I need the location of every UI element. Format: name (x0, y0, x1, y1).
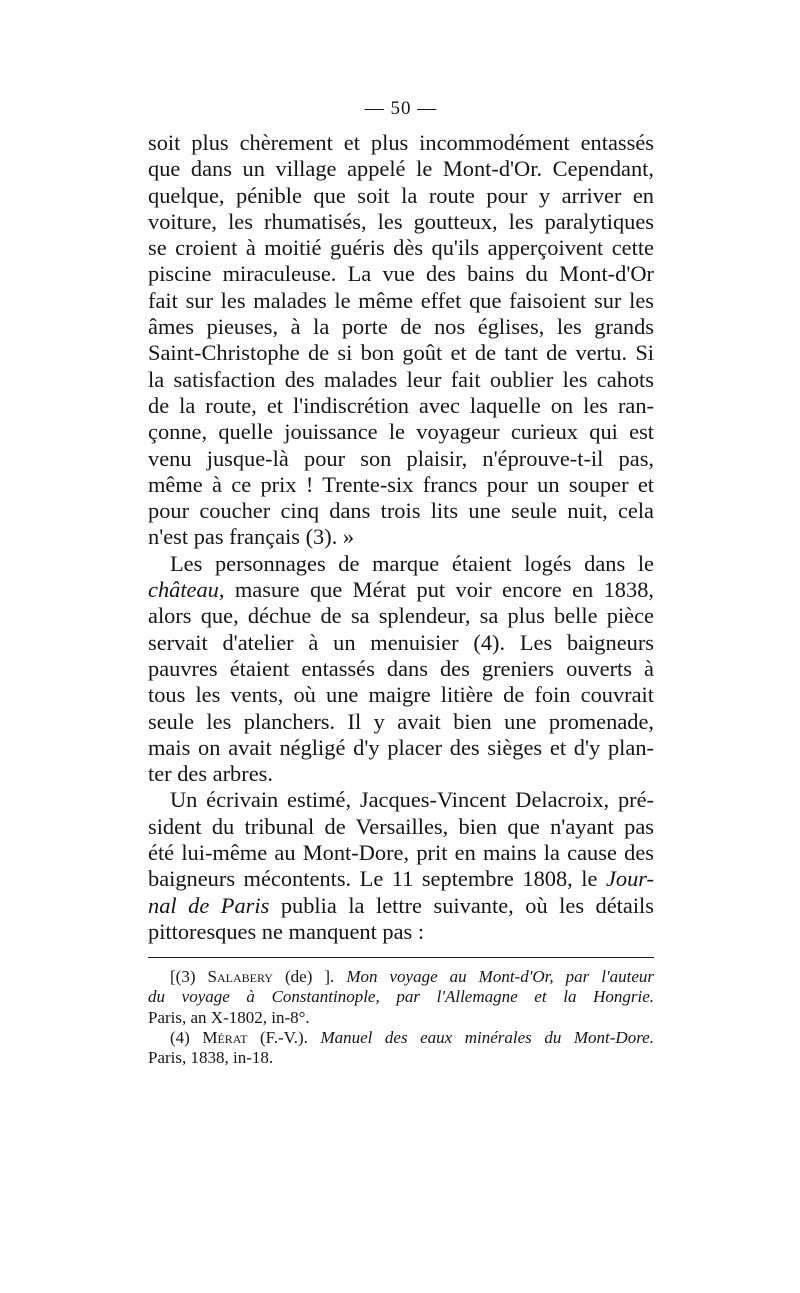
footnotes (148, 967, 654, 1068)
page-number: — 50 — (364, 98, 438, 119)
text-run: baigneurs mécontents. Le 11 septembre 1808, le (148, 866, 606, 892)
footnote-line: Paris, an X-1802, in-8°. (148, 1007, 310, 1027)
text-line: fait sur les malades le même effet que faisoient sur les (148, 287, 654, 313)
text-line: servait d'atelier à un menuisier (4). Les baigneurs (148, 629, 654, 655)
text-line: été lui-même au Mont-Dore, prit en mains la cause des (148, 840, 654, 866)
text-run: (de) ]. (272, 967, 347, 986)
footnote-author: Salabery (207, 967, 273, 986)
text-line: Saint-Christophe de si bon goût et de tant de vertu. Si (148, 340, 654, 366)
footnote-line (148, 1028, 654, 1048)
footnote-marker: (4) (170, 1027, 203, 1047)
footnote-author: Mérat (202, 1027, 248, 1047)
text-run: masure que Mérat put voir encore en 1838, (224, 577, 654, 603)
footnote-line (148, 967, 654, 987)
text-line: quelque, pénible que soit la route pour y arriver en (148, 182, 654, 208)
text-line (148, 893, 654, 919)
text-line: sident du tribunal de Versailles, bien que n'ayant pas (148, 813, 654, 839)
text-line: voiture, les rhumatisés, les goutteux, les paralytiques (148, 208, 654, 234)
footnote-3 (148, 967, 654, 1028)
text-line: la satisfaction des malades leur fait oublier les cahots (148, 366, 654, 392)
italic-journal-title: nal de Paris (148, 892, 270, 918)
footnote-title: Manuel des eaux minérales du Mont-Dore. (320, 1027, 654, 1047)
text-run: publia la lettre suivante, où les détails (269, 892, 654, 918)
text-line: pauvres étaient entassés dans des greniers ouverts à (148, 655, 654, 681)
main-text (148, 130, 654, 945)
text-line: de la route, et l'indiscrétion avec laquelle on les ran- (148, 392, 654, 418)
footnote-divider (148, 957, 654, 958)
text-line: tous les vents, où une maigre litière de foin couvrait (148, 682, 654, 708)
text-line: piscine miraculeuse. La vue des bains du Mont-d'Or (148, 261, 654, 287)
italic-journal-title: Jour- (605, 866, 654, 892)
footnote-line: Paris, 1838, in-18. (148, 1048, 274, 1068)
text-line: mais on avait négligé d'y placer des sièges et d'y plan- (148, 734, 654, 760)
text-line (148, 866, 654, 892)
text-line: se croient à moitié guéris dès qu'ils apperçoivent cette (148, 235, 654, 261)
text-line: pour coucher cinq dans trois lits une seule nuit, cela (148, 498, 654, 524)
paragraph-2 (148, 551, 654, 788)
text-line: alors que, déchue de sa splendeur, sa plus belle pièce (148, 603, 654, 629)
text-line: venu jusque-là pour son plaisir, n'éprouve-t-il pas, (148, 445, 654, 471)
footnote-4 (148, 1028, 654, 1069)
text-line: çonne, quelle jouissance le voyageur curieux qui est (148, 419, 654, 445)
italic-word-chateau: château, (148, 577, 225, 603)
text-line (148, 577, 654, 603)
text-line: Un écrivain estimé, Jacques-Vincent Delacroix, pré- (170, 787, 654, 813)
text-line: Les personnages de marque étaient logés dans le (170, 550, 654, 576)
footnote-marker: [(3) (170, 967, 208, 986)
text-line: même à ce prix ! Trente-six francs pour un souper et (148, 471, 654, 497)
text-run: (F.-V.). (247, 1027, 321, 1047)
paragraph-3 (148, 787, 654, 945)
text-line: que dans un village appelé le Mont-d'Or. Cependant, (148, 156, 654, 182)
footnote-line (148, 987, 654, 1007)
text-line: n'est pas français (3). » (148, 524, 355, 550)
text-line: ter des arbres. (148, 761, 273, 787)
text-line: pittoresques ne manquent pas : (148, 918, 425, 944)
footnote-title: Mon voyage au Mont-d'Or, par l'auteur (346, 967, 655, 986)
text-line: seule les planchers. Il y avait bien une promenade, (148, 708, 654, 734)
footnote-title: du voyage à Constantinople, par l'Allemagne et la Hongrie. (148, 987, 654, 1007)
text-line: soit plus chèrement et plus incommodément entassés (148, 130, 654, 155)
text-line: âmes pieuses, à la porte de nos églises, les grands (148, 314, 654, 340)
paragraph-1 (148, 130, 654, 551)
